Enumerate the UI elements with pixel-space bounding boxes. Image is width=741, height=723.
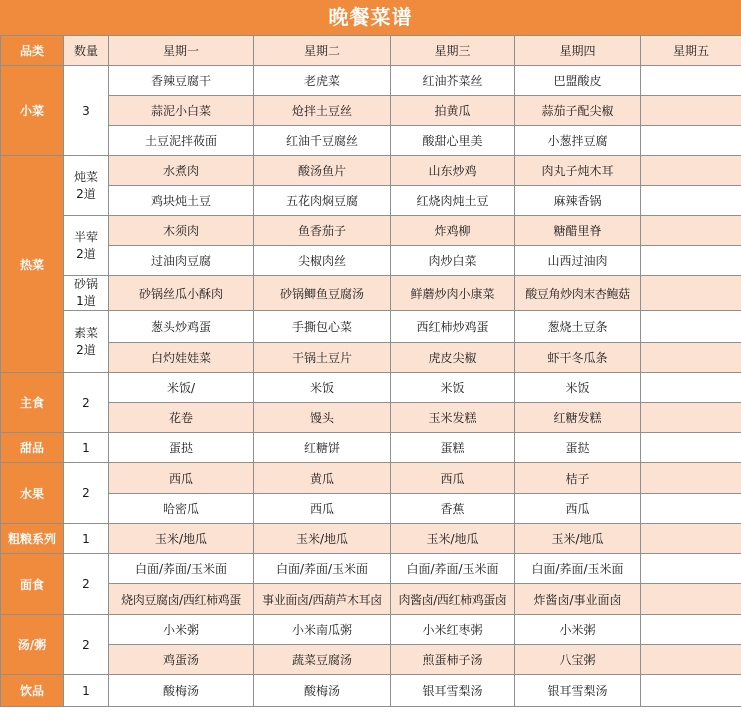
menu-cell-day-2: 白面/荞面/玉米面 — [254, 554, 391, 584]
menu-cell-day-1: 木须肉 — [109, 216, 254, 246]
menu-cell-day-5 — [641, 96, 741, 126]
menu-cell-day-1: 西瓜 — [109, 463, 254, 494]
menu-cell-day-2: 鱼香茄子 — [254, 216, 391, 246]
menu-cell-day-4: 玉米/地瓜 — [515, 524, 641, 554]
menu-body — [1, 66, 741, 707]
menu-cell-day-5 — [641, 494, 741, 524]
subcategory-label — [64, 276, 109, 311]
menu-cell-day-3: 玉米发糕 — [391, 403, 515, 433]
menu-cell-day-5 — [641, 584, 741, 615]
table-row — [1, 343, 741, 373]
count-value: 2 — [64, 554, 109, 615]
menu-cell-day-4: 红糖发糕 — [515, 403, 641, 433]
menu-cell-day-2: 炝拌土豆丝 — [254, 96, 391, 126]
table-row — [1, 96, 741, 126]
category-label: 面食 — [1, 554, 64, 615]
menu-cell-day-5 — [641, 524, 741, 554]
header-row — [1, 36, 741, 66]
menu-cell-day-2: 蔬菜豆腐汤 — [254, 645, 391, 675]
menu-cell-day-5 — [641, 246, 741, 276]
page-title: 晚餐菜谱 — [0, 0, 741, 35]
table-row — [1, 216, 741, 246]
menu-cell-day-2: 红糖饼 — [254, 433, 391, 463]
table-row — [1, 615, 741, 645]
count-value: 1 — [64, 524, 109, 554]
menu-cell-day-3: 煎蛋柿子汤 — [391, 645, 515, 675]
subcategory-label-text: 砂锅 1道 — [73, 277, 98, 308]
menu-cell-day-3: 酸甜心里美 — [391, 126, 515, 156]
menu-cell-day-2: 干锅土豆片 — [254, 343, 391, 373]
category-label: 甜品 — [1, 433, 64, 463]
menu-cell-day-5 — [641, 403, 741, 433]
count-value: 2 — [64, 463, 109, 524]
menu-cell-day-3: 肉酱卤/西红柿鸡蛋卤 — [391, 584, 515, 615]
category-label: 小菜 — [1, 66, 64, 156]
menu-cell-day-1: 鸡块炖土豆 — [109, 186, 254, 216]
menu-cell-day-4: 银耳雪梨汤 — [515, 675, 641, 707]
menu-cell-day-5 — [641, 311, 741, 343]
menu-cell-day-4: 蒜茄子配尖椒 — [515, 96, 641, 126]
menu-cell-day-3: 肉炒白菜 — [391, 246, 515, 276]
menu-cell-day-2: 五花肉焖豆腐 — [254, 186, 391, 216]
menu-cell-day-2: 米饭 — [254, 373, 391, 403]
count-value: 3 — [64, 66, 109, 156]
menu-cell-day-5 — [641, 373, 741, 403]
menu-cell-day-3: 银耳雪梨汤 — [391, 675, 515, 707]
menu-cell-day-2: 玉米/地瓜 — [254, 524, 391, 554]
category-label: 汤/粥 — [1, 615, 64, 675]
menu-cell-day-5 — [641, 66, 741, 96]
table-row — [1, 494, 741, 524]
table-row — [1, 126, 741, 156]
menu-cell-day-2: 手撕包心菜 — [254, 311, 391, 343]
table-row — [1, 645, 741, 675]
menu-cell-day-3: 拍黄瓜 — [391, 96, 515, 126]
header-day-1: 星期一 — [109, 36, 254, 66]
header-day-2: 星期二 — [254, 36, 391, 66]
header-day-4: 星期四 — [515, 36, 641, 66]
count-value: 1 — [64, 675, 109, 707]
menu-cell-day-4: 糖醋里脊 — [515, 216, 641, 246]
menu-cell-day-2: 酸汤鱼片 — [254, 156, 391, 186]
header-day-5: 星期五 — [641, 36, 741, 66]
category-label: 粗粮系列 — [1, 524, 64, 554]
menu-cell-day-3: 西红柿炒鸡蛋 — [391, 311, 515, 343]
menu-cell-day-2: 老虎菜 — [254, 66, 391, 96]
menu-cell-day-3: 玉米/地瓜 — [391, 524, 515, 554]
menu-cell-day-3: 米饭 — [391, 373, 515, 403]
subcategory-label-text: 半荤 2道 — [73, 229, 98, 261]
menu-cell-day-1: 水煮肉 — [109, 156, 254, 186]
table-row — [1, 373, 741, 403]
menu-cell-day-2: 酸梅汤 — [254, 675, 391, 707]
menu-cell-day-4: 炸酱卤/事业面卤 — [515, 584, 641, 615]
menu-cell-day-5 — [641, 433, 741, 463]
menu-cell-day-5 — [641, 675, 741, 707]
table-row — [1, 403, 741, 433]
menu-cell-day-1: 烧肉豆腐卤/西红柿鸡蛋 — [109, 584, 254, 615]
menu-cell-day-3: 山东炒鸡 — [391, 156, 515, 186]
menu-cell-day-4: 肉丸子炖木耳 — [515, 156, 641, 186]
table-row — [1, 433, 741, 463]
menu-cell-day-3: 白面/荞面/玉米面 — [391, 554, 515, 584]
menu-cell-day-2: 黄瓜 — [254, 463, 391, 494]
menu-cell-day-1: 花卷 — [109, 403, 254, 433]
table-row — [1, 276, 741, 311]
menu-cell-day-5 — [641, 343, 741, 373]
menu-cell-day-4: 八宝粥 — [515, 645, 641, 675]
menu-cell-day-5 — [641, 186, 741, 216]
menu-cell-day-1: 葱头炒鸡蛋 — [109, 311, 254, 343]
menu-cell-day-1: 蛋挞 — [109, 433, 254, 463]
menu-cell-day-1: 鸡蛋汤 — [109, 645, 254, 675]
table-row — [1, 66, 741, 96]
menu-cell-day-2: 红油千豆腐丝 — [254, 126, 391, 156]
menu-cell-day-2: 西瓜 — [254, 494, 391, 524]
menu-cell-day-4: 葱烧土豆条 — [515, 311, 641, 343]
table-row — [1, 554, 741, 584]
menu-cell-day-1: 过油肉豆腐 — [109, 246, 254, 276]
menu-cell-day-3: 蛋糕 — [391, 433, 515, 463]
menu-cell-day-1: 哈密瓜 — [109, 494, 254, 524]
menu-cell-day-1: 蒜泥小白菜 — [109, 96, 254, 126]
table-row — [1, 186, 741, 216]
subcategory-label — [64, 156, 109, 216]
menu-cell-day-4: 小葱拌豆腐 — [515, 126, 641, 156]
subcategory-label-text: 炖菜 2道 — [73, 169, 98, 201]
menu-cell-day-1: 砂锅丝瓜小酥肉 — [109, 276, 254, 311]
menu-cell-day-2: 尖椒肉丝 — [254, 246, 391, 276]
table-row — [1, 463, 741, 494]
menu-cell-day-5 — [641, 645, 741, 675]
header-day-3: 星期三 — [391, 36, 515, 66]
subcategory-label — [64, 311, 109, 373]
menu-cell-day-1: 白灼娃娃菜 — [109, 343, 254, 373]
menu-cell-day-5 — [641, 126, 741, 156]
count-value: 2 — [64, 615, 109, 675]
menu-cell-day-5 — [641, 276, 741, 311]
menu-cell-day-2: 事业面卤/西葫芦木耳卤 — [254, 584, 391, 615]
menu-cell-day-4: 巴盟酸皮 — [515, 66, 641, 96]
menu-cell-day-1: 米饭/ — [109, 373, 254, 403]
count-value: 2 — [64, 373, 109, 433]
menu-cell-day-3: 红烧肉炖土豆 — [391, 186, 515, 216]
table-row — [1, 311, 741, 343]
menu-cell-day-1: 土豆泥拌莜面 — [109, 126, 254, 156]
menu-cell-day-1: 玉米/地瓜 — [109, 524, 254, 554]
menu-cell-day-2: 馒头 — [254, 403, 391, 433]
menu-cell-day-1: 香辣豆腐干 — [109, 66, 254, 96]
menu-cell-day-5 — [641, 554, 741, 584]
menu-cell-day-5 — [641, 463, 741, 494]
subcategory-label-text: 素菜 2道 — [73, 325, 98, 357]
menu-cell-day-5 — [641, 615, 741, 645]
table-row — [1, 524, 741, 554]
header-category: 品类 — [1, 36, 64, 66]
menu-cell-day-4: 虾干冬瓜条 — [515, 343, 641, 373]
menu-cell-day-1: 酸梅汤 — [109, 675, 254, 707]
menu-cell-day-4: 小米粥 — [515, 615, 641, 645]
menu-cell-day-5 — [641, 156, 741, 186]
menu-cell-day-4: 山西过油肉 — [515, 246, 641, 276]
category-label: 主食 — [1, 373, 64, 433]
subcategory-label — [64, 216, 109, 276]
menu-cell-day-3: 香蕉 — [391, 494, 515, 524]
table-row — [1, 584, 741, 615]
menu-table — [0, 35, 741, 707]
menu-cell-day-3: 红油芥菜丝 — [391, 66, 515, 96]
menu-cell-day-4: 麻辣香锅 — [515, 186, 641, 216]
menu-cell-day-4: 酸豆角炒肉末杏鲍菇 — [515, 276, 641, 311]
menu-cell-day-4: 米饭 — [515, 373, 641, 403]
category-label: 水果 — [1, 463, 64, 524]
menu-cell-day-3: 西瓜 — [391, 463, 515, 494]
menu-cell-day-4: 蛋挞 — [515, 433, 641, 463]
category-label: 饮品 — [1, 675, 64, 707]
menu-cell-day-4: 白面/荞面/玉米面 — [515, 554, 641, 584]
menu-cell-day-3: 小米红枣粥 — [391, 615, 515, 645]
menu-cell-day-1: 小米粥 — [109, 615, 254, 645]
table-row — [1, 675, 741, 707]
table-row — [1, 246, 741, 276]
menu-cell-day-5 — [641, 216, 741, 246]
count-value: 1 — [64, 433, 109, 463]
category-label: 热菜 — [1, 156, 64, 373]
menu-cell-day-1: 白面/荞面/玉米面 — [109, 554, 254, 584]
menu-cell-day-2: 小米南瓜粥 — [254, 615, 391, 645]
header-count: 数量 — [64, 36, 109, 66]
menu-cell-day-4: 桔子 — [515, 463, 641, 494]
table-row — [1, 156, 741, 186]
menu-cell-day-4: 西瓜 — [515, 494, 641, 524]
menu-cell-day-2: 砂锅鲫鱼豆腐汤 — [254, 276, 391, 311]
menu-cell-day-3: 炸鸡柳 — [391, 216, 515, 246]
menu-cell-day-3: 鲜蘑炒肉小康菜 — [391, 276, 515, 311]
menu-cell-day-3: 虎皮尖椒 — [391, 343, 515, 373]
